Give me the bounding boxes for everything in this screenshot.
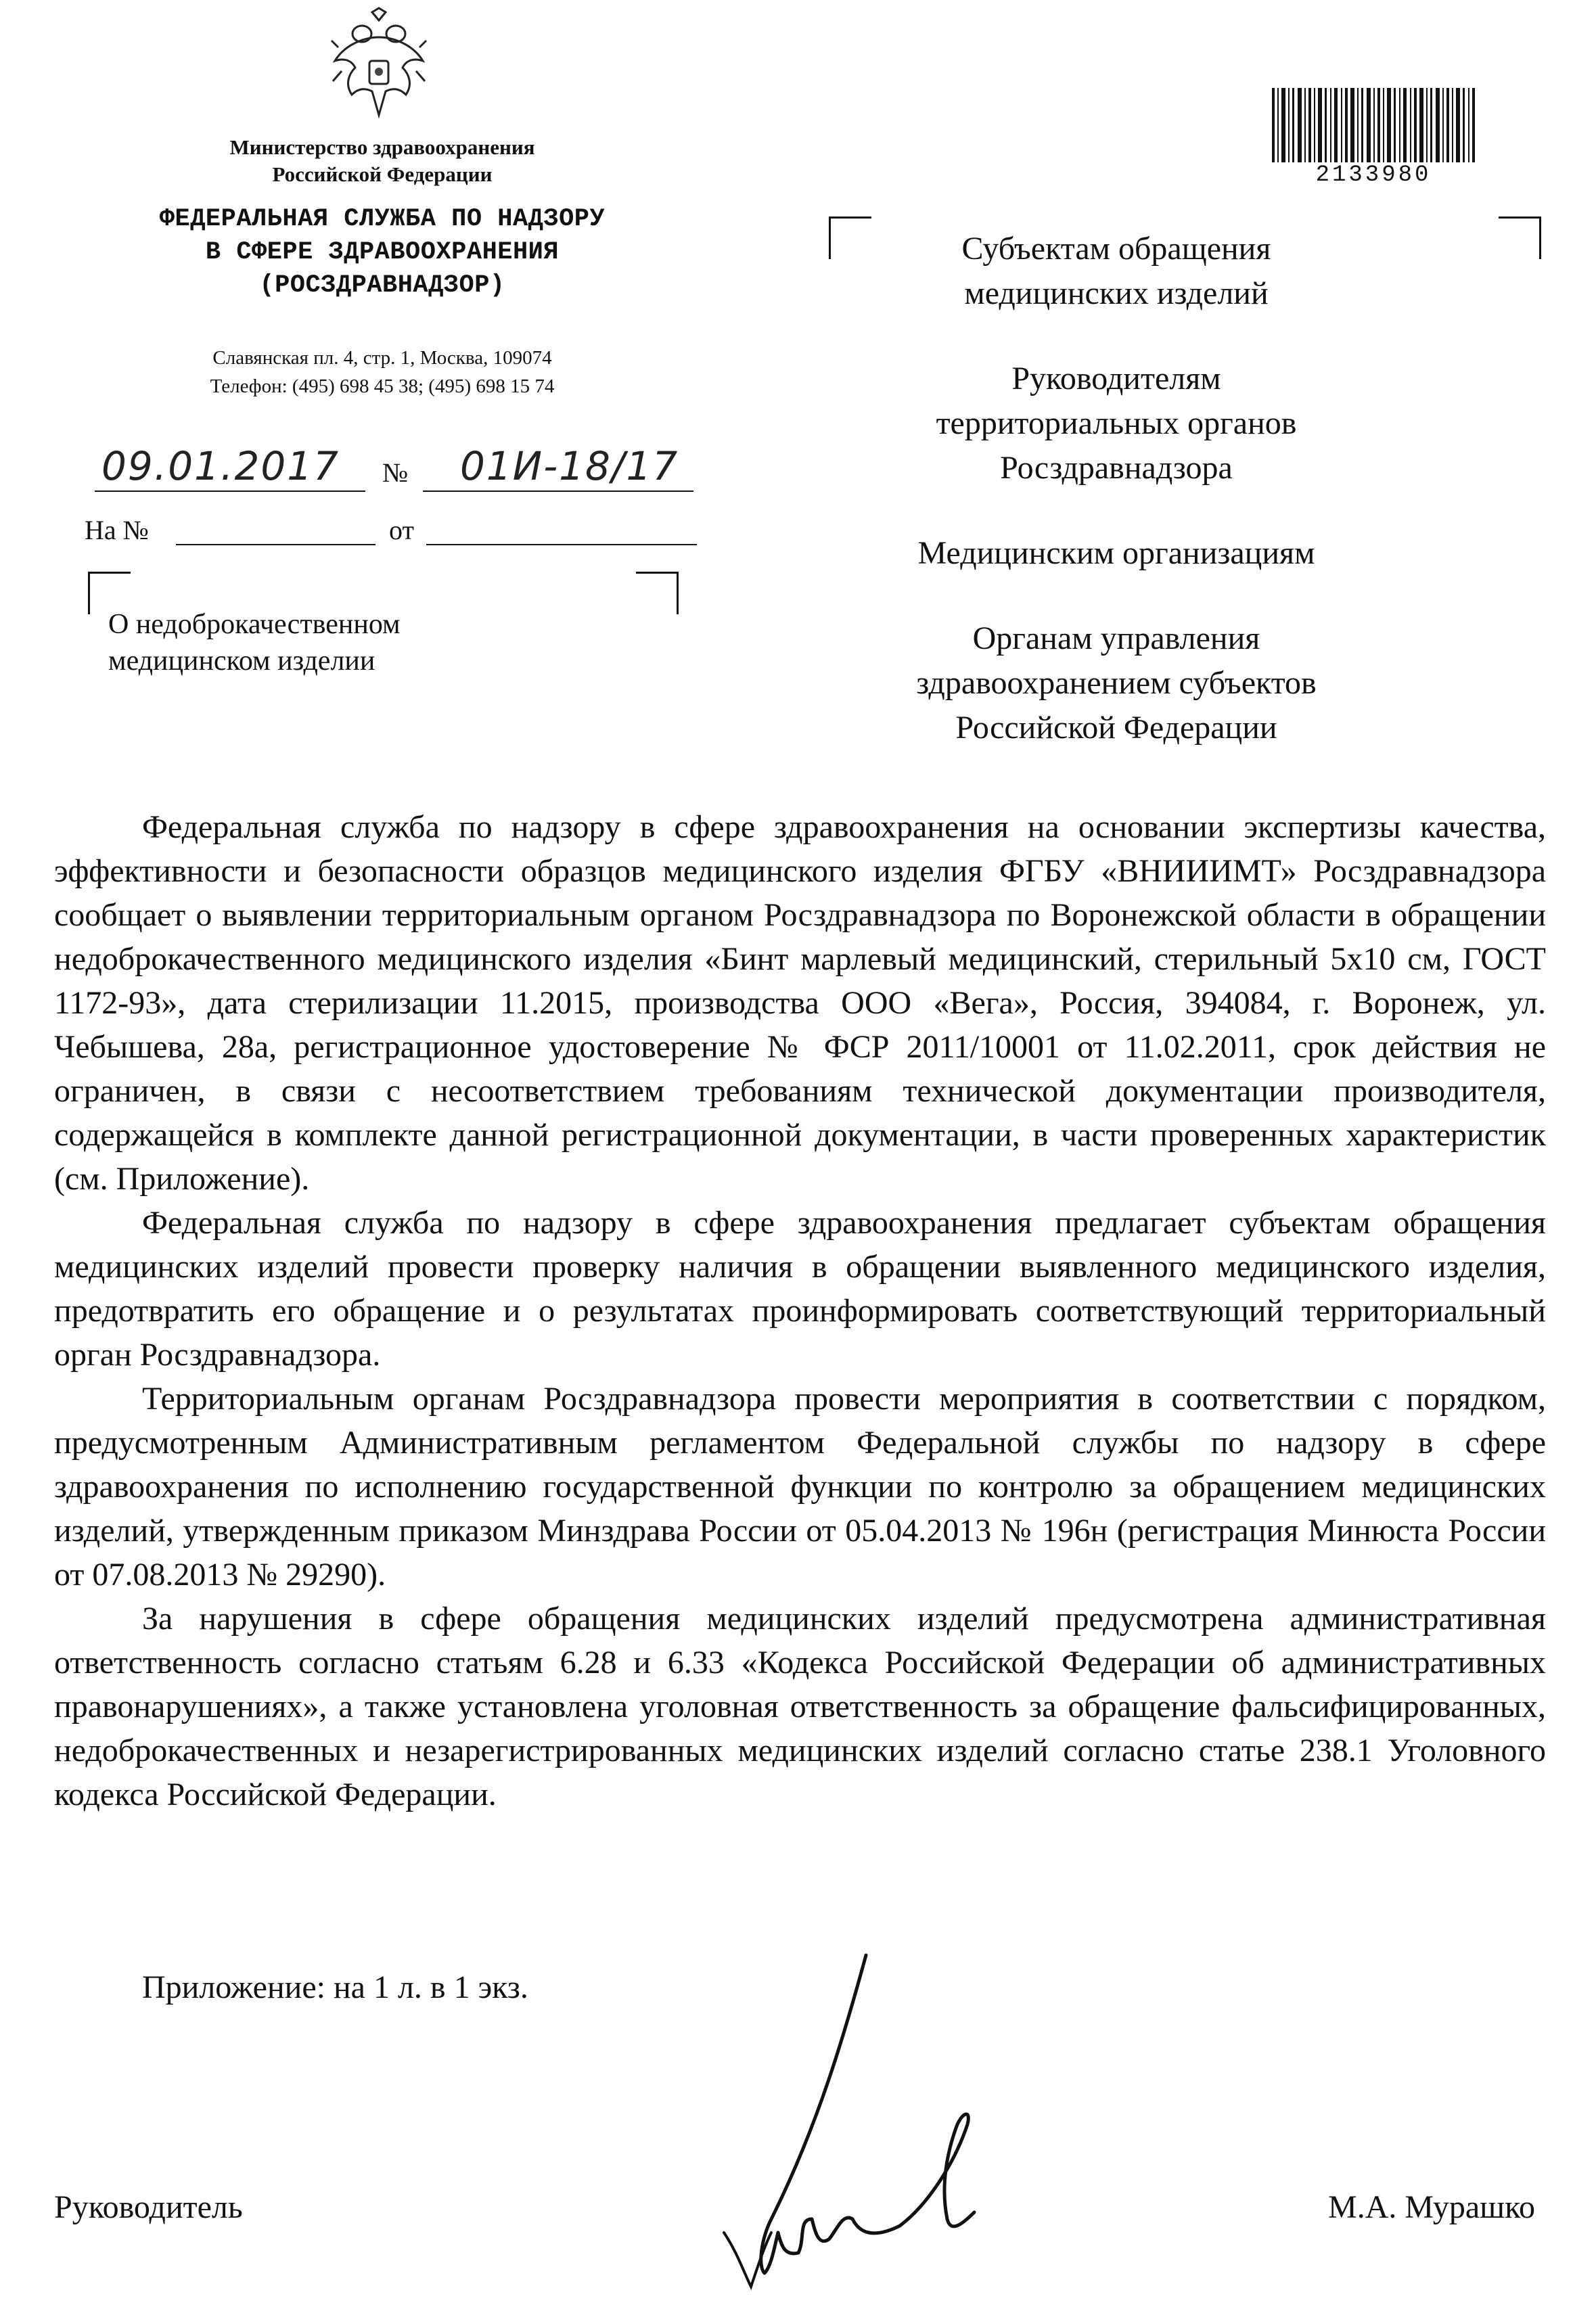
addressee-line: Российской Федерации — [955, 710, 1277, 746]
addressee-list — [832, 227, 1400, 791]
addressee-line: Медицинским организациям — [917, 535, 1315, 571]
addressee-line: медицинских изделий — [964, 275, 1269, 311]
signer-name: М.А. Мурашко — [1328, 2189, 1535, 2225]
signature-icon — [697, 1948, 1008, 2300]
agency-line2: В СФЕРЕ ЗДРАВООХРАНЕНИЯ — [205, 238, 560, 267]
registration-line — [81, 443, 690, 497]
addressee-item — [832, 227, 1400, 316]
agency-line3: (РОСЗДРАВНАДЗОР) — [259, 271, 505, 300]
reply-from-label: от — [389, 515, 414, 545]
ministry-name — [61, 134, 704, 188]
registration-number: 01И-18/17 — [460, 443, 679, 489]
addressee-line: Росздравнадзора — [1000, 450, 1233, 486]
registration-number-label: № — [382, 457, 409, 488]
address-line1: Славянская пл. 4, стр. 1, Москва, 109074 — [212, 347, 552, 369]
addressee-line: Органам управления — [972, 620, 1260, 656]
subject-corner-right — [636, 572, 679, 614]
signer-position: Руководитель — [54, 2189, 243, 2225]
reply-number-label: На № — [85, 515, 149, 545]
agency-name — [61, 203, 704, 302]
ministry-line1: Министерство здравоохранения — [229, 135, 535, 159]
attachment-note: Приложение: на 1 л. в 1 экз. — [142, 1969, 528, 2005]
subject — [108, 606, 401, 679]
barcode-icon — [1272, 88, 1475, 162]
agency-address — [61, 344, 704, 401]
subject-line2: медицинском изделии — [108, 645, 375, 677]
reply-line — [85, 514, 693, 555]
addressee-line: здравоохранением субъектов — [916, 665, 1317, 701]
addressee-line: территориальных органов — [936, 405, 1297, 441]
addressee-item — [832, 357, 1400, 490]
addressee-item — [832, 616, 1400, 750]
body-paragraph-2: Федеральная служба по надзору в сфере здравоохранения предлагает субъектам обращения медицинских изделий провести проверку наличия в обращении выявленного медицинского изделия, предотвратить его обращение и о результатах проинформировать соответствующий территориальный орган Росздравнадзора. — [54, 1205, 1546, 1373]
address-line2: Телефон: (495) 698 45 38; (495) 698 15 74 — [210, 375, 555, 397]
body-paragraph-1: Федеральная служба по надзору в сфере здравоохранения на основании экспертизы качества, эффективности и безопасности образцов медицинского изделия ФГБУ «ВНИИИМТ» Росздравнадзора сообщает о выявлении территориальным органом Росздравнадзора по Воронежской области в обращении недоброкачественного медицинского изделия «Бинт марлевый медицинский, стерильный 5х10 см, ГОСТ 1172-93», дата стерилизации 11.2015, производства ООО «Вега», Россия, 394084, г. Воронеж, ул. Чебышева, 28а, регистрационное удостоверение № ФСР 2011/10001 от 11.02.2011, срок действия не ограничен, в связи с несоответствием требованиям технической документации производителя, содержащейся в комплекте данной регистрационной документации, в части проверенных характеристик (см. Приложение). — [54, 809, 1546, 1197]
addressee-corner-right — [1499, 216, 1541, 259]
subject-line1: О недоброкачественном — [108, 609, 401, 640]
registration-date: 09.01.2017 — [101, 443, 340, 489]
addressee-item — [832, 531, 1400, 576]
addressee-line: Руководителям — [1011, 361, 1221, 396]
addressee-line: Субъектам обращения — [961, 231, 1271, 267]
agency-line1: ФЕДЕРАЛЬНАЯ СЛУЖБА ПО НАДЗОРУ — [159, 205, 606, 233]
barcode-number: 2133980 — [1315, 162, 1432, 188]
body-paragraph-3: Территориальным органам Росздравнадзора провести мероприятия в соответствии с порядком, предусмотренным Административным регламентом Федеральной службы по надзору в сфере здравоохранения по исполнению государственной функции по контролю за обращением медицинских изделий, утвержденным приказом Минздрава России от 05.04.2013 № 196н (регистрация Минюста России от 07.08.2013 № 29290). — [54, 1381, 1546, 1593]
letter-body — [54, 805, 1546, 1816]
ministry-line2: Российской Федерации — [272, 162, 493, 186]
body-paragraph-4: За нарушения в сфере обращения медицинских изделий предусмотрена административная ответственность согласно статьям 6.28 и 6.33 «Кодекса Российской Федерации об административных правонарушениях», а также установлена уголовная ответственность за обращение фальсифицированных, недоброкачественных и незарегистрированных медицинских изделий согласно статье 238.1 Уголовного кодекса Российской Федерации. — [54, 1601, 1546, 1812]
state-emblem-icon — [325, 7, 433, 122]
